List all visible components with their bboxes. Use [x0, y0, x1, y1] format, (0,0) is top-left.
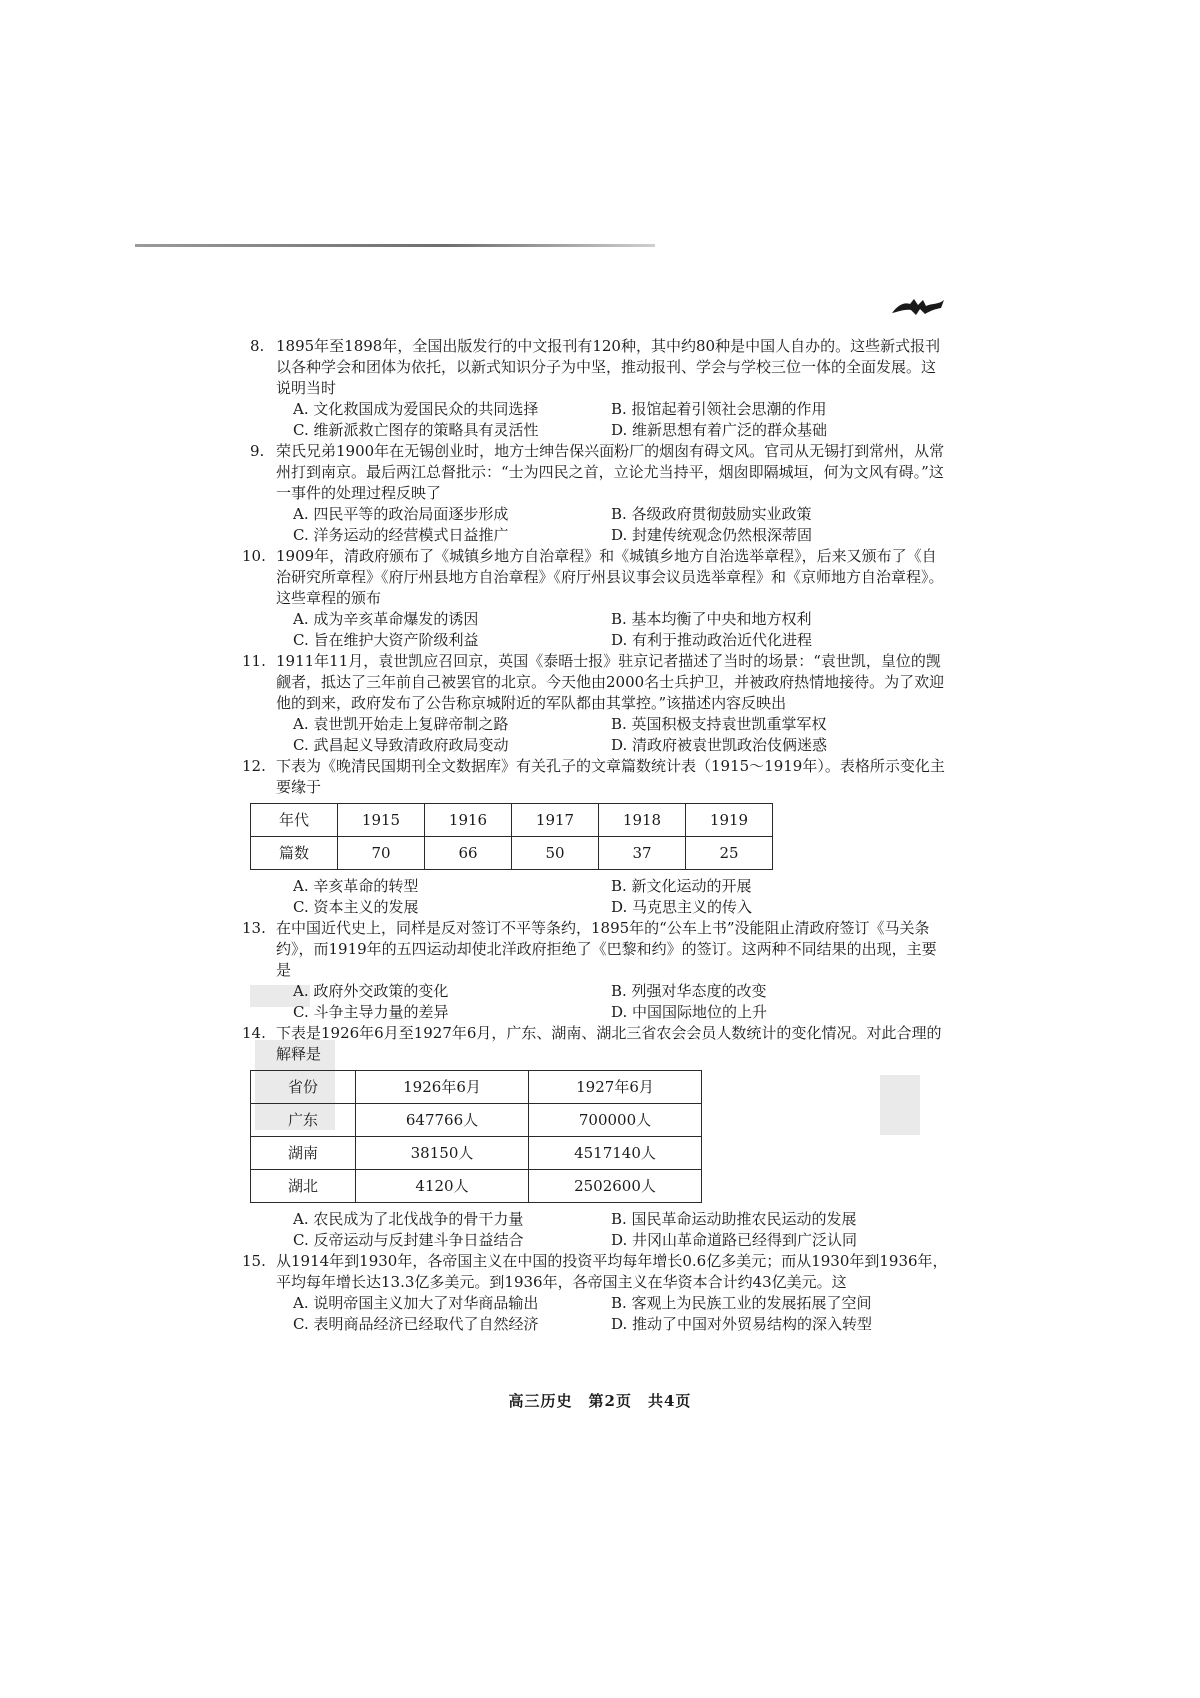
option-a: A. 袁世凯开始走上复辟帝制之路	[293, 715, 509, 733]
table-cell: 1919	[686, 804, 773, 837]
question-9	[250, 441, 950, 546]
table-cell: 1915	[338, 804, 425, 837]
table-cell: 年代	[251, 804, 338, 837]
question-13	[242, 918, 950, 1023]
table-cell: 1916	[425, 804, 512, 837]
table-row	[251, 804, 773, 837]
table-cell: 4517140人	[529, 1137, 702, 1170]
option-b: B. 国民革命运动助推农民运动的发展	[611, 1210, 857, 1228]
option-b: B. 列强对华态度的改变	[611, 982, 767, 1000]
question-stem: 1909年，清政府颁布了《城镇乡地方自治章程》和《城镇乡地方自治选举章程》，后来又颁布了《自治研究所章程》《府厅州县地方自治章程》《府厅州县议事会议员选举章程》和《京师地方自治章程》。这些章程的颁布	[276, 547, 944, 607]
option-b: B. 各级政府贯彻鼓励实业政策	[611, 505, 812, 523]
question-number: 13.	[242, 919, 266, 937]
table-cell: 1927年6月	[529, 1071, 702, 1104]
option-d: D. 维新思想有着广泛的群众基础	[611, 421, 828, 439]
table-cell: 25	[686, 837, 773, 870]
option-c: C. 斗争主导力量的差异	[293, 1003, 449, 1021]
question-number: 10.	[242, 547, 266, 565]
question-stem: 下表为《晚清民国期刊全文数据库》有关孔子的文章篇数统计表（1915～1919年）。表格所示变化主要缘于	[276, 757, 945, 796]
option-a: A. 农民成为了北伐战争的骨干力量	[293, 1210, 524, 1228]
option-a: A. 四民平等的政治局面逐步形成	[293, 505, 509, 523]
question-12	[242, 756, 950, 918]
question-number: 15.	[242, 1252, 266, 1270]
option-b: B. 英国积极支持袁世凯重掌军权	[611, 715, 827, 733]
option-c: C. 维新派救亡图存的策略具有灵活性	[293, 421, 539, 439]
question-stem: 下表是1926年6月至1927年6月，广东、湖南、湖北三省农会会员人数统计的变化情况。对此合理的解释是	[276, 1024, 942, 1063]
page-footer: 高三历史 第2页 共4页	[508, 1392, 692, 1410]
option-d: D. 中国国际地位的上升	[611, 1003, 768, 1021]
question-10	[242, 546, 950, 651]
option-d: D. 井冈山革命道路已经得到广泛认同	[611, 1231, 858, 1249]
table-cell: 4120人	[356, 1170, 529, 1203]
table-row	[251, 1104, 702, 1137]
option-a: A. 辛亥革命的转型	[293, 877, 419, 895]
option-d: D. 推动了中国对外贸易结构的深入转型	[611, 1315, 873, 1333]
question-stem: 在中国近代史上，同样是反对签订不平等条约，1895年的“公车上书”没能阻止清政府签订《马关条约》，而1919年的五四运动却使北洋政府拒绝了《巴黎和约》的签订。这两种不同结果的出现，主要是	[276, 919, 937, 979]
option-b: B. 基本均衡了中央和地方权利	[611, 610, 812, 628]
table-cell: 广东	[251, 1104, 356, 1137]
question-list	[242, 336, 950, 1335]
option-d: D. 清政府被袁世凯政治伎俩迷惑	[611, 736, 828, 754]
option-a: A. 政府外交政策的变化	[293, 982, 449, 1000]
table-cell: 湖南	[251, 1137, 356, 1170]
table-row	[251, 837, 773, 870]
question-14	[242, 1023, 950, 1251]
question-number: 14.	[242, 1024, 266, 1042]
publisher-logo-icon	[890, 296, 946, 318]
option-a: A. 说明帝国主义加大了对华商品输出	[293, 1294, 539, 1312]
table-cell: 70	[338, 837, 425, 870]
option-c: C. 反帝运动与反封建斗争日益结合	[293, 1231, 524, 1249]
question-11	[242, 651, 950, 756]
table-cell: 篇数	[251, 837, 338, 870]
question-15	[242, 1251, 950, 1335]
table-row	[251, 1137, 702, 1170]
option-c: C. 资本主义的发展	[293, 898, 419, 916]
question-number: 12.	[242, 757, 266, 775]
table-cell: 50	[512, 837, 599, 870]
article-count-table	[250, 803, 773, 870]
question-stem: 1911年11月，袁世凯应召回京，英国《泰晤士报》驻京记者描述了当时的场景：“袁世凯，皇位的觊觎者，抵达了三年前自己被罢官的北京。今天他由2000名士兵护卫，并被政府热情地接待。为了欢迎他的到来，政府发布了公告称京城附近的军队都由其掌控。”该描述内容反映出	[276, 652, 945, 712]
question-stem: 1895年至1898年，全国出版发行的中文报刊有120种，其中约80种是中国人自办的。这些新式报刊以各种学会和团体为依托，以新式知识分子为中坚，推动报刊、学会与学校三位一体的全面发展。这说明当时	[276, 337, 941, 397]
option-c: C. 洋务运动的经营模式日益推广	[293, 526, 509, 544]
table-cell: 1926年6月	[356, 1071, 529, 1104]
option-a: A. 文化救国成为爱国民众的共同选择	[293, 400, 539, 418]
table-cell: 38150人	[356, 1137, 529, 1170]
table-cell: 66	[425, 837, 512, 870]
question-number: 9.	[250, 442, 265, 460]
table-cell: 647766人	[356, 1104, 529, 1137]
question-8	[250, 336, 950, 441]
table-cell: 省份	[251, 1071, 356, 1104]
table-cell: 1918	[599, 804, 686, 837]
option-c: C. 武昌起义导致清政府政局变动	[293, 736, 509, 754]
option-b: B. 新文化运动的开展	[611, 877, 752, 895]
header-rule	[135, 244, 655, 247]
option-b: B. 报馆起着引领社会思潮的作用	[611, 400, 827, 418]
option-b: B. 客观上为民族工业的发展拓展了空间	[611, 1294, 872, 1312]
table-cell: 1917	[512, 804, 599, 837]
option-c: C. 表明商品经济已经取代了自然经济	[293, 1315, 539, 1333]
option-a: A. 成为辛亥革命爆发的诱因	[293, 610, 479, 628]
question-stem: 从1914年到1930年，各帝国主义在中国的投资平均每年增长0.6亿多美元；而从1930年到1936年，平均每年增长达13.3亿多美元。到1936年，各帝国主义在华资本合计约43亿美元。这	[276, 1252, 948, 1291]
option-d: D. 封建传统观念仍然根深蒂固	[611, 526, 813, 544]
option-c: C. 旨在维护大资产阶级利益	[293, 631, 479, 649]
question-stem: 荣氏兄弟1900年在无锡创业时，地方士绅告保兴面粉厂的烟囱有碍文风。官司从无锡打到常州，从常州打到南京。最后两江总督批示：“士为四民之首，立论尤当持平，烟囱即隔城垣，何为文风有碍。”这一事件的处理过程反映了	[276, 442, 945, 502]
question-number: 8.	[250, 337, 265, 355]
question-number: 11.	[242, 652, 266, 670]
table-cell: 37	[599, 837, 686, 870]
table-row	[251, 1071, 702, 1104]
table-cell: 湖北	[251, 1170, 356, 1203]
table-row	[251, 1170, 702, 1203]
option-d: D. 马克思主义的传入	[611, 898, 753, 916]
peasant-association-table	[250, 1070, 702, 1203]
table-cell: 2502600人	[529, 1170, 702, 1203]
option-d: D. 有利于推动政治近代化进程	[611, 631, 813, 649]
table-cell: 700000人	[529, 1104, 702, 1137]
